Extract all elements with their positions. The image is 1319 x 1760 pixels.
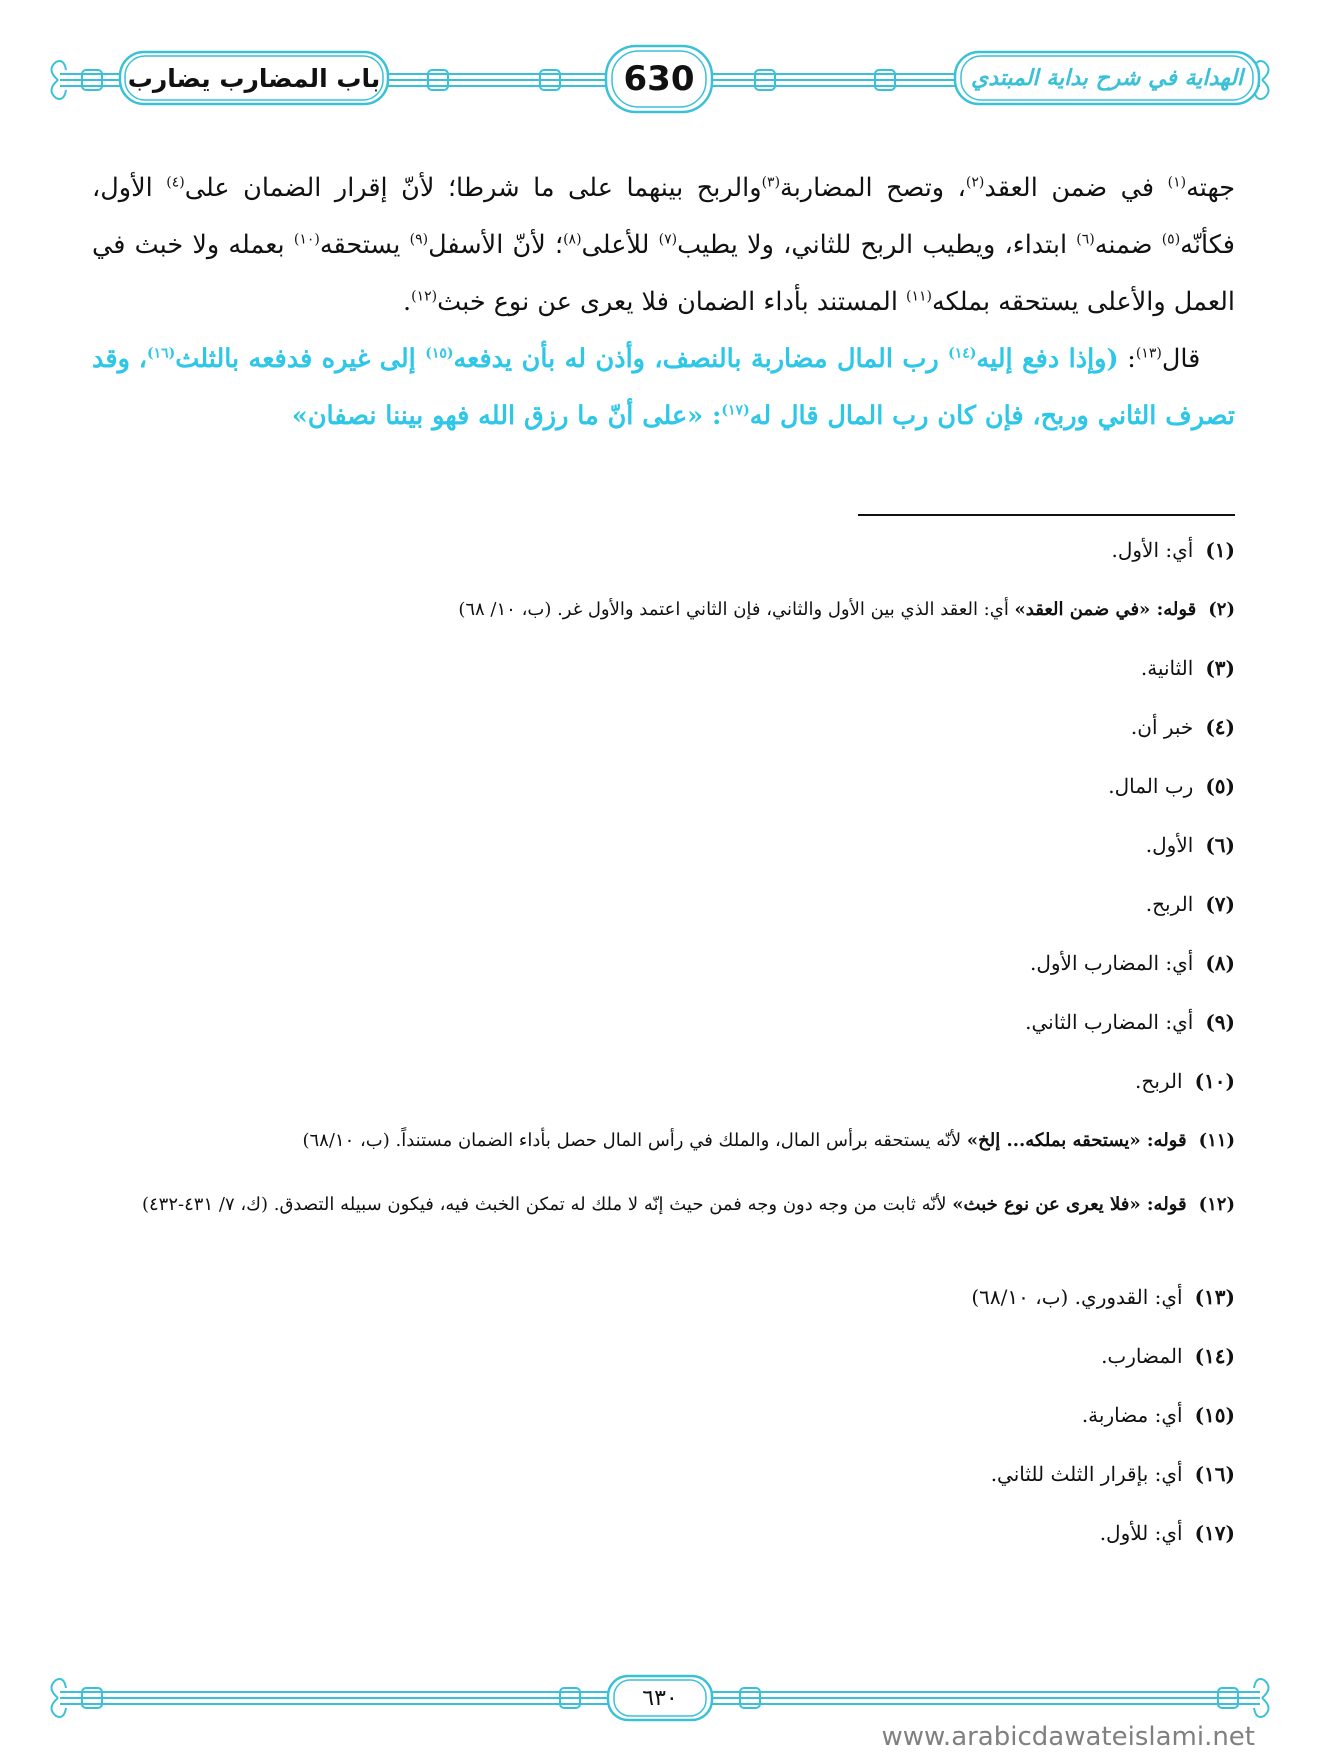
footnote-ref[interactable]: (٦) — [1076, 231, 1095, 248]
footnote-number: (٧) — [1205, 892, 1235, 916]
footnote-ref[interactable]: (٢) — [965, 174, 985, 191]
footnote-ref[interactable]: (١١) — [906, 288, 932, 305]
footnote-number: (١٢) — [1198, 1194, 1235, 1215]
footnote-lemma: قوله: «في ضمن العقد» — [1014, 599, 1197, 620]
footnote-number: (٦) — [1205, 833, 1235, 857]
footnote-12 — [92, 1181, 1235, 1279]
text-run: للأعلى — [581, 230, 659, 260]
footnote-13 — [92, 1279, 1235, 1338]
footnote-ref[interactable]: (٧) — [658, 231, 678, 248]
footnote-5 — [92, 768, 1235, 827]
footnote-9 — [92, 1004, 1235, 1063]
text-run: . — [403, 287, 412, 317]
book-title-logo: الهداية في شرح بداية المبتدي — [970, 65, 1244, 91]
text-run: ابتداء، ويطيب الربح للثاني، ولا يطيب — [677, 230, 1077, 260]
footnote-number: (١٣) — [1194, 1285, 1235, 1309]
footnote-text: الثانية. — [1140, 656, 1194, 680]
footnote-text: الأول. — [1145, 833, 1194, 857]
footnote-number: (٨) — [1205, 951, 1235, 975]
text-run: : «على أنّ ما رزق الله فهو بيننا نصفان» — [291, 401, 722, 431]
footnote-text: أي: القدوري. (ب، ٦٨/١٠) — [971, 1285, 1183, 1309]
footnote-6 — [92, 827, 1235, 886]
footnote-ref[interactable]: (٨) — [563, 231, 582, 248]
footnote-8 — [92, 945, 1235, 1004]
footnote-text — [92, 1181, 1187, 1229]
footnote-number: (٤) — [1205, 715, 1235, 739]
footnote-ref[interactable]: (١) — [1167, 174, 1187, 191]
main-text — [92, 160, 1235, 445]
footnote-number: (٩) — [1205, 1010, 1235, 1034]
footnote-17 — [92, 1515, 1235, 1574]
footnote-number: (١٦) — [1194, 1462, 1235, 1486]
footnote-7 — [92, 886, 1235, 945]
text-run: والربح بينهما على ما شرطا؛ لأنّ إقرار الضمان على — [184, 173, 762, 203]
text-run: ، وقد تصرف الثاني وربح، فإن كان رب المال قال له — [92, 344, 1235, 431]
footnote-text: الربح. — [1145, 892, 1194, 916]
text-run: رب المال مضاربة بالنصف، وأذن له بأن يدفعه — [453, 344, 949, 374]
text-run: ؛ لأنّ الأسفل — [428, 230, 564, 260]
footnote-11 — [92, 1122, 1235, 1181]
footnote-ref[interactable]: (٥) — [1161, 231, 1181, 248]
footnote-ref[interactable]: (١٧) — [721, 402, 750, 419]
page-number-arabic: ٦٣٠ — [642, 1685, 678, 1711]
footnote-text: أي: الأول. — [1111, 538, 1194, 562]
text-run: قال — [1161, 344, 1201, 374]
footnote-text — [92, 591, 1196, 628]
footnote-2 — [92, 591, 1235, 650]
footnote-14 — [92, 1338, 1235, 1397]
footnote-text: رب المال. — [1108, 774, 1194, 798]
footnote-ref[interactable]: (١٤) — [948, 345, 977, 362]
footnote-ref[interactable]: (٣) — [761, 174, 781, 191]
footnote-text: أي: المضارب الثاني. — [1025, 1010, 1194, 1034]
footnote-15 — [92, 1397, 1235, 1456]
footnote-number: (١١) — [1198, 1130, 1235, 1151]
footnote-number: (٥) — [1205, 774, 1235, 798]
text-run: إلى غيره فدفعه بالثلث — [175, 344, 426, 374]
text-run: المستند بأداء الضمان فلا يعرى عن نوع خبث — [437, 287, 907, 317]
footnote-text: أي: مضاربة. — [1081, 1403, 1183, 1427]
footnote-10 — [92, 1063, 1235, 1122]
text-run: ضمنه — [1094, 230, 1162, 260]
page-header — [0, 0, 1319, 140]
matn-highlight — [92, 344, 1235, 431]
paragraph-1 — [92, 160, 1235, 331]
footnote-text: الربح. — [1135, 1069, 1183, 1093]
footnote-ref[interactable]: (١٥) — [425, 345, 454, 362]
footnote-number: (١٧) — [1194, 1521, 1235, 1545]
footnote-number: (٣) — [1205, 656, 1235, 680]
footnote-body: أي: العقد الذي بين الأول والثاني، فإن الثاني اعتمد والأول غر. (ب، ١٠/ ٦٨) — [458, 599, 1015, 620]
footnote-number: (٢) — [1208, 599, 1235, 620]
text-run: الأول، فكأنّه — [92, 173, 1235, 260]
text-run: بعمله ولا خبث في العمل والأعلى يستحقه بملكه — [92, 230, 1235, 317]
footnote-text — [92, 1122, 1187, 1159]
footnote-number: (١٥) — [1194, 1403, 1235, 1427]
footnote-16 — [92, 1456, 1235, 1515]
text-run: يستحقه — [319, 230, 410, 260]
footnote-text: خبر أن. — [1130, 715, 1194, 739]
footnotes-list — [92, 532, 1235, 1574]
chapter-title: باب المضارب يضارب — [127, 63, 381, 93]
footnote-ref[interactable]: (١٢) — [411, 288, 438, 305]
footnote-lemma: قوله: «يستحقه بملكه... إلخ» — [966, 1130, 1187, 1151]
footnote-text: أي: للأول. — [1099, 1521, 1183, 1545]
footnote-ref[interactable]: (٩) — [409, 231, 429, 248]
footnote-1 — [92, 532, 1235, 591]
text-run: في ضمن العقد — [984, 173, 1168, 203]
footnote-ref[interactable]: (١٣) — [1135, 345, 1162, 362]
footnote-number: (١٤) — [1194, 1344, 1235, 1368]
footnote-number: (١٠) — [1194, 1069, 1235, 1093]
footnote-separator — [858, 514, 1235, 516]
website-watermark: www.arabicdawateislami.net — [881, 1722, 1255, 1752]
footnote-text: أي: المضارب الأول. — [1030, 951, 1194, 975]
footnote-4 — [92, 709, 1235, 768]
footnote-ref[interactable]: (٤) — [166, 174, 185, 191]
footnote-lemma: قوله: «فلا يعرى عن نوع خبث» — [952, 1194, 1187, 1215]
paragraph-2 — [92, 331, 1235, 445]
footnote-text: المضارب. — [1101, 1344, 1183, 1368]
footnote-body: لأنّه ثابت من وجه دون وجه فمن حيث إنّه لا ملك له تمكن الخبث فيه، فيكون سبيله التصدق. (ك، ٧/ ٤٣١-٤٣٢) — [141, 1194, 953, 1215]
footnote-ref[interactable]: (١٠) — [293, 231, 320, 248]
page-footer — [0, 1670, 1319, 1730]
text-run: (وإذا دفع إليه — [976, 344, 1119, 374]
text-run: : — [1118, 344, 1136, 374]
footnote-3 — [92, 650, 1235, 709]
footnote-number: (١) — [1205, 538, 1235, 562]
text-run: ، وتصح المضاربة — [780, 173, 966, 203]
footnote-ref[interactable]: (١٦) — [147, 345, 176, 362]
footnote-text: أي: بإقرار الثلث للثاني. — [990, 1462, 1183, 1486]
page-number-latin: 630 — [623, 59, 695, 99]
footnote-body: لأنّه يستحقه برأس المال، والملك في رأس المال حصل بأداء الضمان مستنداً. (ب، ٦٨/١٠) — [302, 1130, 967, 1151]
text-run: جهته — [1186, 173, 1235, 203]
